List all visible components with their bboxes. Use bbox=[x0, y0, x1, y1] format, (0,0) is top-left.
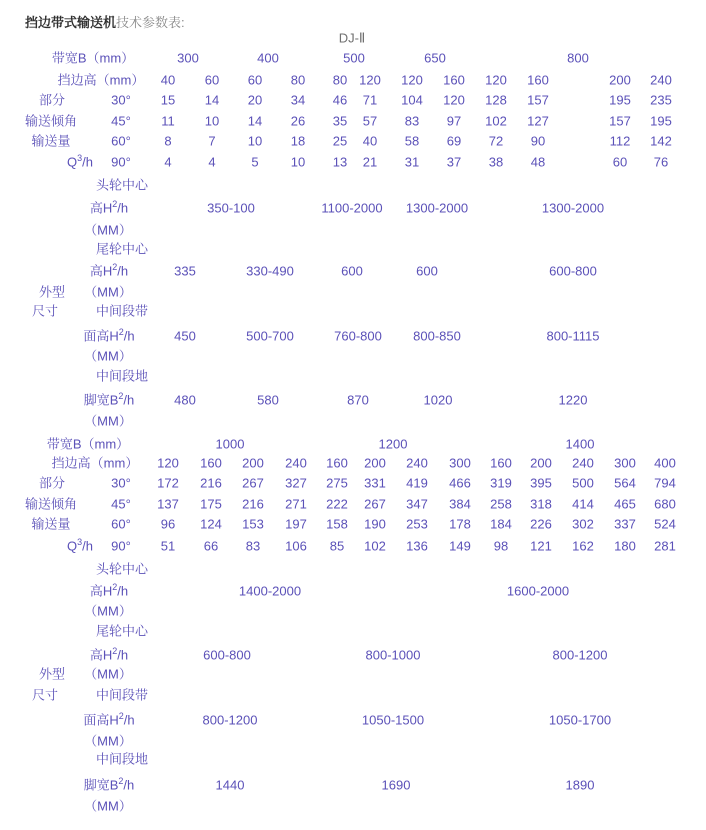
band-width-value: 300 bbox=[177, 50, 199, 66]
dimension-value: 1690 bbox=[381, 777, 411, 793]
capacity-value: 275 bbox=[326, 475, 348, 491]
section-label: 中间段带 bbox=[95, 303, 149, 319]
dimension-value: 1300-2000 bbox=[541, 200, 605, 216]
capacity-value: 26 bbox=[290, 113, 306, 129]
title-product-name: 挡边带式输送机 bbox=[25, 15, 117, 30]
edge-height-value: 200 bbox=[530, 455, 552, 471]
capacity-group-label: 输送量 bbox=[31, 133, 71, 149]
capacity-value: 128 bbox=[485, 92, 507, 108]
edge-height-value: 120 bbox=[359, 72, 381, 88]
capacity-value: 178 bbox=[449, 516, 471, 532]
dimension-value: 1050-1500 bbox=[361, 712, 425, 728]
capacity-value: 83 bbox=[245, 538, 261, 554]
capacity-value: 142 bbox=[650, 133, 672, 149]
edge-height-value: 400 bbox=[654, 455, 676, 471]
section-label: 头轮中心 bbox=[95, 561, 149, 577]
edge-height-value: 300 bbox=[614, 455, 636, 471]
capacity-value: 172 bbox=[157, 475, 179, 491]
metric-label: 脚宽$B^2/h$ bbox=[83, 776, 135, 793]
metric-label: 面高$H^2/h$ bbox=[83, 711, 135, 728]
capacity-value: 465 bbox=[614, 496, 636, 512]
capacity-value: 20 bbox=[247, 92, 263, 108]
capacity-value: 4 bbox=[208, 154, 216, 170]
capacity-value: 226 bbox=[530, 516, 552, 532]
unit-label: （MM） bbox=[84, 413, 132, 429]
dimension-value: 480 bbox=[174, 392, 196, 408]
outer-dim-label: 外型 bbox=[38, 284, 66, 300]
dimension-value: 870 bbox=[347, 392, 369, 408]
capacity-value: 319 bbox=[490, 475, 512, 491]
capacity-value: 14 bbox=[204, 92, 220, 108]
capacity-group-label: 输送量 bbox=[31, 516, 71, 532]
dimension-value: 1050-1700 bbox=[548, 712, 612, 728]
capacity-value: 281 bbox=[654, 538, 676, 554]
metric-label: 高$H^2/h$ bbox=[89, 262, 129, 279]
section-label: 头轮中心 bbox=[95, 177, 149, 193]
capacity-value: 5 bbox=[251, 154, 259, 170]
dimension-value: 800-850 bbox=[413, 328, 461, 344]
capacity-value: 136 bbox=[406, 538, 428, 554]
edge-height-value: 240 bbox=[572, 455, 594, 471]
section-label: 中间段带 bbox=[95, 687, 149, 703]
capacity-value: 197 bbox=[285, 516, 307, 532]
capacity-value: 794 bbox=[654, 475, 676, 491]
capacity-value: 14 bbox=[247, 113, 263, 129]
edge-height-value: 240 bbox=[406, 455, 428, 471]
dimension-value: 1300-2000 bbox=[405, 200, 469, 216]
dimension-value: 500-700 bbox=[246, 328, 294, 344]
capacity-value: 11 bbox=[161, 113, 175, 129]
capacity-value: 58 bbox=[404, 133, 420, 149]
capacity-value: 195 bbox=[650, 113, 672, 129]
capacity-value: 318 bbox=[530, 496, 552, 512]
capacity-value: 267 bbox=[242, 475, 264, 491]
dimension-value: 1100-2000 bbox=[321, 200, 383, 216]
outer-dim-label: 尺寸 bbox=[31, 303, 59, 319]
edge-height-value: 300 bbox=[449, 455, 471, 471]
capacity-value: 124 bbox=[200, 516, 222, 532]
capacity-value: 127 bbox=[527, 113, 549, 129]
band-width-value: 1200 bbox=[378, 436, 408, 452]
capacity-value: 258 bbox=[490, 496, 512, 512]
capacity-value: 121 bbox=[530, 538, 552, 554]
capacity-value: 10 bbox=[204, 113, 220, 129]
capacity-value: 419 bbox=[406, 475, 428, 491]
capacity-value: 500 bbox=[572, 475, 594, 491]
capacity-value: 8 bbox=[164, 133, 172, 149]
dimension-value: 600 bbox=[341, 263, 363, 279]
dimension-value: 1440 bbox=[215, 777, 245, 793]
capacity-value: 158 bbox=[326, 516, 348, 532]
capacity-group-label: $Q^3/h$ bbox=[67, 153, 93, 170]
capacity-value: 60 bbox=[612, 154, 628, 170]
capacity-value: 85 bbox=[329, 538, 345, 554]
band-width-label: 带宽B（mm） bbox=[51, 50, 135, 66]
edge-height-value: 80 bbox=[290, 72, 306, 88]
capacity-value: 106 bbox=[285, 538, 307, 554]
capacity-group-label: 部分 bbox=[38, 92, 66, 108]
capacity-value: 216 bbox=[242, 496, 264, 512]
edge-height-value: 120 bbox=[401, 72, 423, 88]
band-width-label: 带宽B（mm） bbox=[46, 436, 130, 452]
capacity-value: 337 bbox=[614, 516, 636, 532]
capacity-value: 83 bbox=[404, 113, 420, 129]
capacity-value: 395 bbox=[530, 475, 552, 491]
dimension-value: 335 bbox=[174, 263, 196, 279]
capacity-value: 184 bbox=[490, 516, 512, 532]
capacity-value: 102 bbox=[485, 113, 507, 129]
capacity-value: 235 bbox=[650, 92, 672, 108]
capacity-value: 216 bbox=[200, 475, 222, 491]
capacity-value: 157 bbox=[527, 92, 549, 108]
dimension-value: 800-1200 bbox=[552, 647, 608, 663]
section-label: 中间段地 bbox=[95, 751, 149, 767]
capacity-value: 48 bbox=[530, 154, 546, 170]
capacity-group-label: $Q^3/h$ bbox=[67, 537, 93, 554]
dimension-value: 800-1115 bbox=[546, 328, 600, 344]
capacity-value: 327 bbox=[285, 475, 307, 491]
capacity-value: 414 bbox=[572, 496, 594, 512]
angle-label: 60° bbox=[111, 133, 131, 149]
capacity-value: 25 bbox=[332, 133, 348, 149]
metric-label: 高$H^2/h$ bbox=[89, 582, 129, 599]
band-width-value: 1000 bbox=[215, 436, 245, 452]
outer-dim-label: 外型 bbox=[38, 666, 66, 682]
capacity-value: 96 bbox=[160, 516, 176, 532]
capacity-value: 37 bbox=[446, 154, 462, 170]
dimension-value: 1600-2000 bbox=[506, 583, 570, 599]
capacity-value: 57 bbox=[362, 113, 378, 129]
capacity-value: 72 bbox=[488, 133, 504, 149]
capacity-value: 69 bbox=[446, 133, 462, 149]
capacity-value: 38 bbox=[488, 154, 504, 170]
angle-label: 30° bbox=[111, 92, 131, 108]
capacity-group-label: 输送倾角 bbox=[24, 496, 78, 512]
capacity-value: 153 bbox=[242, 516, 264, 532]
page-title bbox=[25, 12, 185, 31]
capacity-value: 102 bbox=[364, 538, 386, 554]
capacity-value: 18 bbox=[290, 133, 306, 149]
band-width-value: 1400 bbox=[565, 436, 595, 452]
capacity-value: 331 bbox=[364, 475, 386, 491]
capacity-value: 98 bbox=[493, 538, 509, 554]
edge-height-value: 240 bbox=[650, 72, 672, 88]
edge-height-value: 200 bbox=[609, 72, 631, 88]
capacity-value: 253 bbox=[406, 516, 428, 532]
capacity-value: 66 bbox=[203, 538, 219, 554]
band-width-value: 400 bbox=[257, 50, 279, 66]
edge-height-value: 40 bbox=[160, 72, 176, 88]
capacity-value: 384 bbox=[449, 496, 471, 512]
outer-dim-label: 尺寸 bbox=[31, 687, 59, 703]
dimension-value: 600 bbox=[416, 263, 438, 279]
capacity-value: 137 bbox=[157, 496, 179, 512]
unit-label: （MM） bbox=[84, 666, 132, 682]
edge-height-value: 200 bbox=[242, 455, 264, 471]
capacity-value: 162 bbox=[572, 538, 594, 554]
capacity-value: 271 bbox=[285, 496, 307, 512]
dimension-value: 760-800 bbox=[334, 328, 382, 344]
capacity-value: 267 bbox=[364, 496, 386, 512]
capacity-value: 190 bbox=[364, 516, 386, 532]
capacity-value: 302 bbox=[572, 516, 594, 532]
dimension-value: 600-800 bbox=[203, 647, 251, 663]
dimension-value: 580 bbox=[257, 392, 279, 408]
dimension-value: 600-800 bbox=[549, 263, 597, 279]
capacity-value: 31 bbox=[404, 154, 420, 170]
capacity-value: 51 bbox=[160, 538, 176, 554]
metric-label: 高$H^2/h$ bbox=[89, 646, 129, 663]
capacity-value: 157 bbox=[609, 113, 631, 129]
edge-height-value: 120 bbox=[485, 72, 507, 88]
metric-label: 面高$H^2/h$ bbox=[83, 327, 135, 344]
capacity-value: 34 bbox=[290, 92, 306, 108]
dimension-value: 800-1000 bbox=[365, 647, 421, 663]
dimension-value: 800-1200 bbox=[202, 712, 258, 728]
capacity-value: 40 bbox=[362, 133, 378, 149]
capacity-value: 7 bbox=[208, 133, 216, 149]
capacity-value: 10 bbox=[290, 154, 306, 170]
model-label: DJ-Ⅱ bbox=[338, 30, 366, 46]
capacity-value: 15 bbox=[160, 92, 176, 108]
angle-label: 45° bbox=[111, 113, 131, 129]
capacity-value: 524 bbox=[654, 516, 676, 532]
capacity-value: 4 bbox=[164, 154, 172, 170]
edge-height-value: 80 bbox=[332, 72, 348, 88]
dimension-value: 1020 bbox=[423, 392, 453, 408]
edge-height-value: 60 bbox=[204, 72, 220, 88]
unit-label: （MM） bbox=[84, 733, 132, 749]
capacity-value: 180 bbox=[614, 538, 636, 554]
dimension-value: 1400-2000 bbox=[238, 583, 302, 599]
capacity-value: 222 bbox=[326, 496, 348, 512]
dimension-value: 350-100 bbox=[207, 200, 255, 216]
edge-height-value: 160 bbox=[490, 455, 512, 471]
unit-label: （MM） bbox=[84, 348, 132, 364]
edge-height-value: 200 bbox=[364, 455, 386, 471]
capacity-value: 466 bbox=[449, 475, 471, 491]
unit-label: （MM） bbox=[84, 284, 132, 300]
capacity-value: 13 bbox=[332, 154, 348, 170]
band-width-value: 800 bbox=[567, 50, 589, 66]
edge-height-value: 160 bbox=[200, 455, 222, 471]
capacity-value: 76 bbox=[653, 154, 669, 170]
capacity-value: 10 bbox=[247, 133, 263, 149]
edge-height-value: 160 bbox=[443, 72, 465, 88]
capacity-value: 90 bbox=[530, 133, 546, 149]
capacity-value: 21 bbox=[362, 154, 378, 170]
capacity-value: 97 bbox=[446, 113, 462, 129]
metric-label: 脚宽$B^2/h$ bbox=[83, 391, 135, 408]
angle-label: 30° bbox=[111, 475, 131, 491]
angle-label: 90° bbox=[111, 154, 131, 170]
capacity-value: 347 bbox=[406, 496, 428, 512]
capacity-value: 104 bbox=[401, 92, 423, 108]
capacity-value: 71 bbox=[362, 92, 378, 108]
edge-height-label: 挡边高（mm） bbox=[51, 455, 139, 471]
capacity-value: 120 bbox=[443, 92, 465, 108]
band-width-value: 500 bbox=[343, 50, 365, 66]
dimension-value: 1890 bbox=[565, 777, 595, 793]
dimension-value: 450 bbox=[174, 328, 196, 344]
edge-height-value: 120 bbox=[157, 455, 179, 471]
title-suffix: 技术参数表: bbox=[116, 15, 185, 30]
section-label: 中间段地 bbox=[95, 368, 149, 384]
section-label: 尾轮中心 bbox=[95, 623, 149, 639]
capacity-value: 149 bbox=[449, 538, 471, 554]
capacity-value: 112 bbox=[609, 133, 631, 149]
capacity-value: 175 bbox=[200, 496, 222, 512]
edge-height-value: 60 bbox=[247, 72, 263, 88]
dimension-value: 1220 bbox=[558, 392, 588, 408]
capacity-value: 195 bbox=[609, 92, 631, 108]
angle-label: 45° bbox=[111, 496, 131, 512]
unit-label: （MM） bbox=[84, 222, 132, 238]
capacity-value: 680 bbox=[654, 496, 676, 512]
capacity-value: 35 bbox=[332, 113, 348, 129]
metric-label: 高$H^2/h$ bbox=[89, 199, 129, 216]
edge-height-value: 160 bbox=[527, 72, 549, 88]
dimension-value: 330-490 bbox=[246, 263, 294, 279]
edge-height-value: 240 bbox=[285, 455, 307, 471]
angle-label: 60° bbox=[111, 516, 131, 532]
capacity-value: 564 bbox=[614, 475, 636, 491]
unit-label: （MM） bbox=[84, 798, 132, 814]
section-label: 尾轮中心 bbox=[95, 241, 149, 257]
capacity-group-label: 输送倾角 bbox=[24, 113, 78, 129]
capacity-group-label: 部分 bbox=[38, 475, 66, 491]
band-width-value: 650 bbox=[424, 50, 446, 66]
unit-label: （MM） bbox=[84, 603, 132, 619]
edge-height-label: 挡边高（mm） bbox=[57, 72, 145, 88]
angle-label: 90° bbox=[111, 538, 131, 554]
edge-height-value: 160 bbox=[326, 455, 348, 471]
capacity-value: 46 bbox=[332, 92, 348, 108]
